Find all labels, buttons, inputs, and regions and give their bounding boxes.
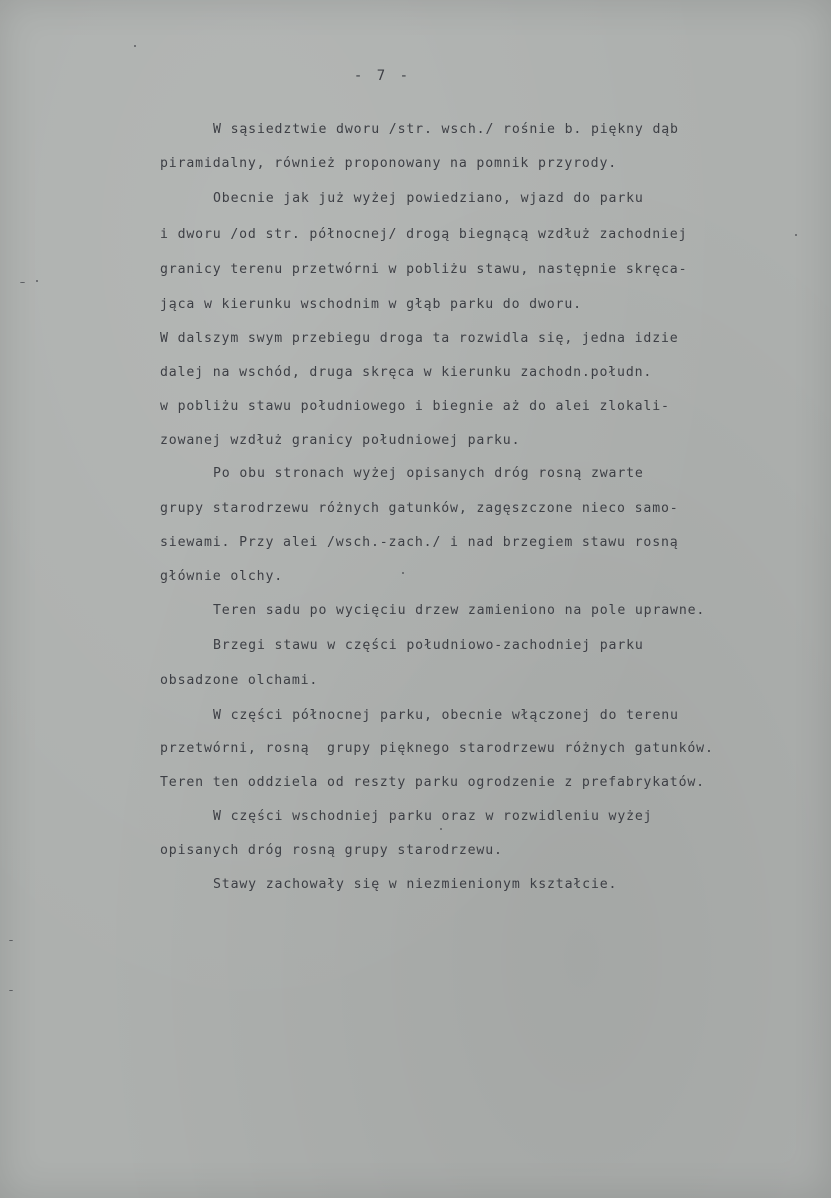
text-line: granicy terenu przetwórni w pobliżu stawu, następnie skręca- xyxy=(160,262,688,277)
text-line: Brzegi stawu w części południowo-zachodniej parku xyxy=(213,638,644,653)
text-line: Stawy zachowały się w niezmienionym kształcie. xyxy=(213,877,618,892)
text-line: głównie olchy. xyxy=(160,569,284,584)
text-line: opisanych dróg rosną grupy starodrzewu. xyxy=(160,843,503,858)
text-line: siewami. Przy alei /wsch.-zach./ i nad brzegiem stawu rosną xyxy=(160,535,679,550)
scan-speck xyxy=(795,234,797,236)
scan-speck xyxy=(402,572,404,574)
text-line: W części wschodniej parku oraz w rozwidleniu wyżej xyxy=(213,809,653,824)
text-line: W dalszym swym przebiegu droga ta rozwidla się, jedna idzie xyxy=(160,331,679,346)
text-line: Teren ten oddziela od reszty parku ogrodzenie z prefabrykatów. xyxy=(160,775,705,790)
text-line: obsadzone olchami. xyxy=(160,673,319,688)
scan-speck xyxy=(20,282,25,283)
scan-speck xyxy=(9,990,13,991)
text-line: jąca w kierunku wschodnim w głąb parku do dworu. xyxy=(160,297,582,312)
scan-speck xyxy=(134,45,136,47)
text-line: grupy starodrzewu różnych gatunków, zagęszczone nieco samo- xyxy=(160,501,679,516)
page-number: - 7 - xyxy=(353,68,412,84)
text-line: piramidalny, również proponowany na pomnik przyrody. xyxy=(160,156,618,171)
scan-speck xyxy=(9,940,13,941)
text-line: W sąsiedztwie dworu /str. wsch./ rośnie b. piękny dąb xyxy=(213,122,679,137)
text-line: Teren sadu po wycięciu drzew zamieniono na pole uprawne. xyxy=(213,603,706,618)
scan-speck xyxy=(36,280,38,282)
text-line: przetwórni, rosną grupy pięknego starodrzewu różnych gatunków. xyxy=(160,741,714,756)
text-line: W części północnej parku, obecnie włączonej do terenu xyxy=(213,708,679,723)
text-line: w pobliżu stawu południowego i biegnie aż do alei zlokali- xyxy=(160,399,670,414)
text-line: zowanej wzdłuż granicy południowej parku. xyxy=(160,433,521,448)
scan-speck xyxy=(440,828,442,830)
text-line: Po obu stronach wyżej opisanych dróg rosną zwarte xyxy=(213,466,644,481)
text-line: dalej na wschód, druga skręca w kierunku zachodn.połudn. xyxy=(160,365,653,380)
text-line: i dworu /od str. północnej/ drogą biegnącą wzdłuż zachodniej xyxy=(160,227,688,242)
text-line: Obecnie jak już wyżej powiedziano, wjazd do parku xyxy=(213,191,644,206)
